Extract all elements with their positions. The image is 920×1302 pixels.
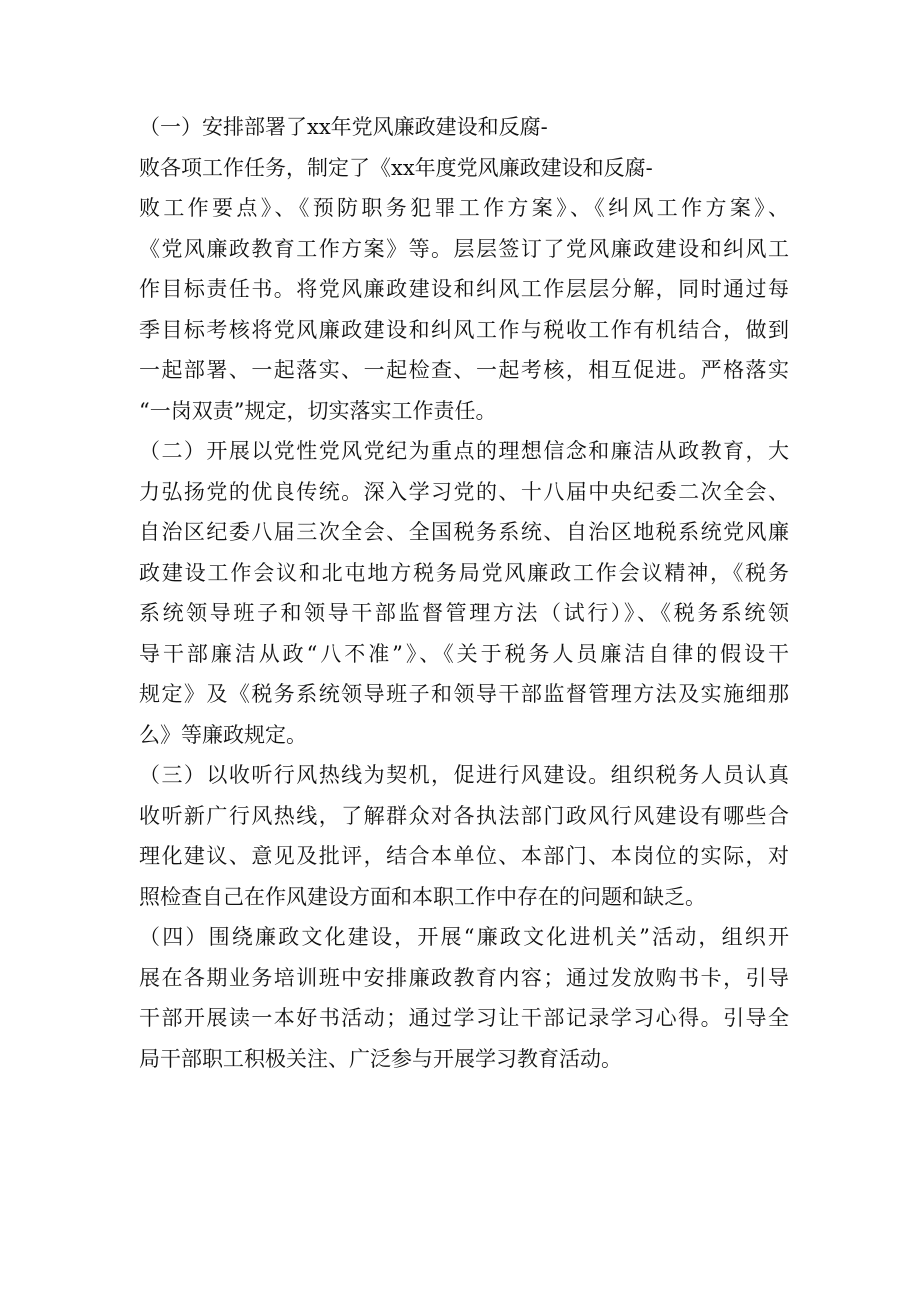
- paragraph-line: 收听新广行风热线，了解群众对各执法部门政风行风建设有哪些合: [139, 803, 789, 828]
- paragraph-line: 作目标责任书。将党风廉政建设和纠风工作层层分解，同时通过每: [139, 277, 789, 301]
- paragraph-line: 力弘扬党的优良传统。深入学习党的、十八届中央纪委二次全会、: [139, 479, 789, 504]
- paragraph-line: （四）围绕廉政文化建设，开展“廉政文化进机关”活动，组织开: [139, 925, 789, 949]
- paragraph-4: [139, 917, 789, 1079]
- paragraph-line: 自治区纪委八届三次全会、全国税务系统、自治区地税系统党风廉: [139, 520, 789, 544]
- paragraph-line: 理化建议、意见及批评，结合本单位、本部门、本岗位的实际，对: [139, 844, 789, 868]
- paragraph-line: （一）安排部署了xx年党风廉政建设和反腐-: [139, 115, 548, 139]
- paragraph-line: 季目标考核将党风廉政建设和纠风工作与税收工作有机结合，做到: [139, 317, 789, 342]
- paragraph-line: “一岗双责”规定，切实落实工作责任。: [139, 398, 497, 423]
- paragraph-line: 败工作要点》、《预防职务犯罪工作方案》、《纠风工作方案》、: [139, 196, 789, 220]
- paragraph-3: [139, 755, 789, 917]
- document-body: [139, 107, 789, 1079]
- paragraph-line: 一起部署、一起落实、一起检查、一起考核，相互促进。严格落实: [139, 358, 789, 382]
- paragraph-line: 么》等廉政规定。: [139, 722, 307, 747]
- paragraph-line: 照检查自己在作风建设方面和本职工作中存在的问题和缺乏。: [139, 884, 706, 909]
- paragraph-line: （三）以收听行风热线为契机，促进行风建设。组织税务人员认真: [139, 763, 789, 787]
- paragraph-line: 干部开展读一本好书活动；通过学习让干部记录学习心得。引导全: [139, 1006, 789, 1030]
- paragraph-1: [139, 107, 789, 431]
- paragraph-line: 规定》及《税务系统领导班子和领导干部监督管理方法及实施细那: [139, 682, 789, 706]
- paragraph-line: 败各项工作任务，制定了《xx年度党风廉政建设和反腐-: [139, 155, 653, 180]
- paragraph-line: 政建设工作会议和北屯地方税务局党风廉政工作会议精神，《税务: [139, 560, 789, 585]
- paragraph-line: （二）开展以党性党风党纪为重点的理想信念和廉洁从政教育，大: [139, 439, 789, 463]
- paragraph-line: 《党风廉政教育工作方案》等。层层签订了党风廉政建设和纠风工: [139, 236, 789, 261]
- paragraph-line: 导干部廉洁从政“八不准”》、《关于税务人员廉洁自律的假设干: [139, 641, 789, 666]
- paragraph-line: 系统领导班子和领导干部监督管理方法（试行）》、《税务系统领: [139, 601, 789, 625]
- paragraph-line: 展在各期业务培训班中安排廉政教育内容；通过发放购书卡，引导: [139, 965, 789, 990]
- paragraph-line: 局干部职工积极关注、广泛参与开展学习教育活动。: [139, 1046, 622, 1071]
- paragraph-2: [139, 431, 789, 755]
